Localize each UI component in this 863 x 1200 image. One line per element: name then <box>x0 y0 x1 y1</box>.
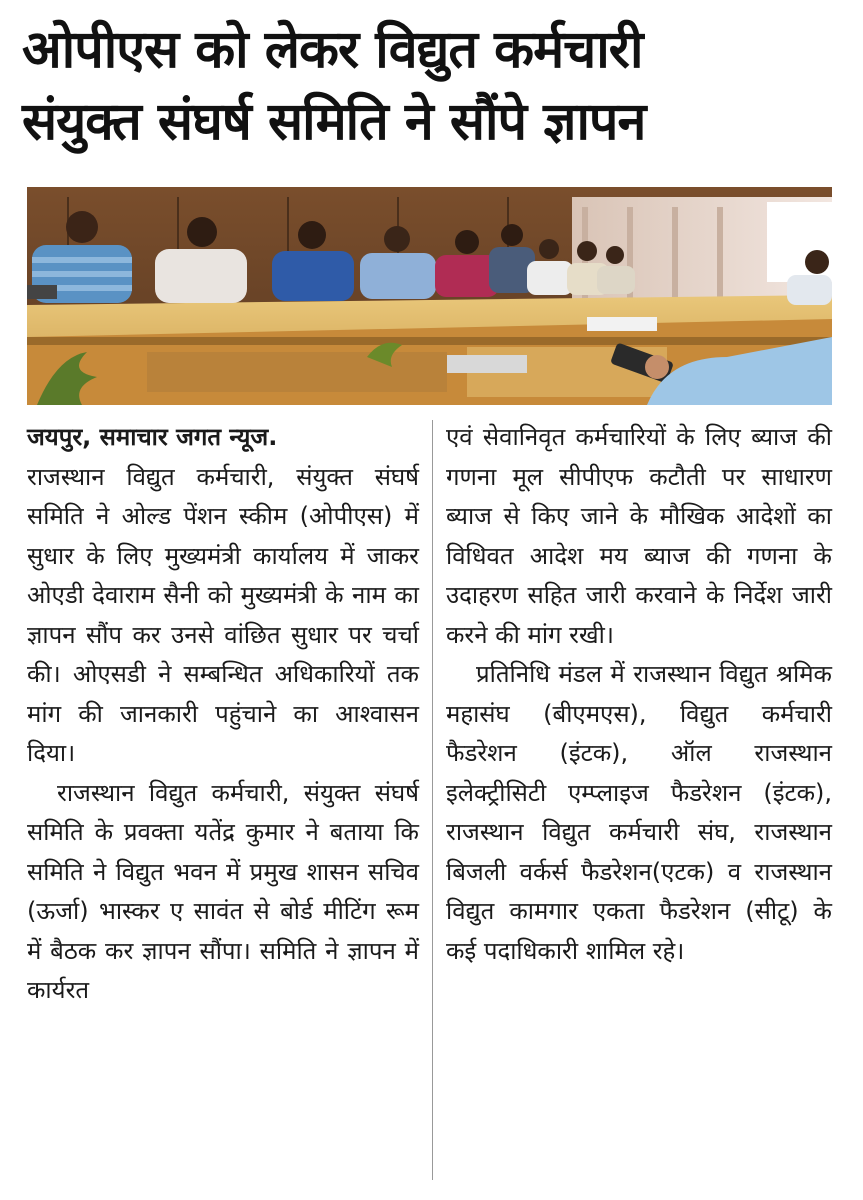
article-paragraph-3: प्रतिनिधि मंडल में राजस्थान विद्युत श्रमिक महासंघ (बीएमएस), विद्युत कर्मचारी फैडरेशन (इंटक), ऑल राजस्थान इलेक्ट्रीसिटी एम्प्लाइज फैडरेशन (इंटक), राजस्थान विद्युत कर्मचारी संघ, राजस्थान बिजली वर्कर्स फैडरेशन(एटक) व राजस्थान विद्युत कामगार एकता फैडरेशन (सीटू) के कई पदाधिकारी शामिल रहे। <box>446 660 832 965</box>
headline-line-2: संयुक्त संघर्ष समिति ने सौंपे ज्ञापन <box>22 92 646 152</box>
article-paragraph-2: राजस्थान विद्युत कर्मचारी, संयुक्त संघर्ष समिति के प्रवक्ता यतेंद्र कुमार ने बताया कि समिति ने विद्युत भवन में प्रमुख शासन सचिव (ऊर्जा) भास्कर ए सावंत से बोर्ड मीटिंग रूम में बैठक कर ज्ञापन सौंपा। समिति ने ज्ञापन में कार्यरत <box>27 778 419 1004</box>
column-divider <box>432 420 433 1180</box>
dateline: जयपुर, समाचार जगत न्यूज. <box>27 423 278 451</box>
meeting-photo-image <box>27 187 832 405</box>
article-column-left <box>27 418 419 1011</box>
article-paragraph-1-text: राजस्थान विद्युत कर्मचारी, संयुक्त संघर्ष समिति ने ओल्ड पेंशन स्कीम (ओपीएस) में सुधार के लिए मुख्यमंत्री कार्यालय में जाकर ओएडी देवाराम सैनी को मुख्यमंत्री के नाम का ज्ञापन सौंप कर उनसे वांछित सुधार पर चर्चा की। ओएसडी ने सम्बन्धित अधिकारियों तक मांग की जानकारी पहुंचाने का आश्वासन दिया। <box>27 462 419 767</box>
meeting-photo <box>27 187 832 405</box>
article-column-right <box>446 418 832 971</box>
article-paragraph-1 <box>27 418 419 774</box>
headline-line-1: ओपीएस को लेकर विद्युत कर्मचारी <box>22 20 643 80</box>
article-paragraph-2-continued: एवं सेवानिवृत कर्मचारियों के लिए ब्याज की गणना मूल सीपीएफ कटौती पर साधारण ब्याज से किए जाने के मौखिक आदेशों का विधिवत आदेश मय ब्याज की गणना के उदाहरण सहित जारी करवाने के निर्देश जारी करने की मांग रखी। <box>446 423 832 649</box>
headline <box>22 14 842 158</box>
